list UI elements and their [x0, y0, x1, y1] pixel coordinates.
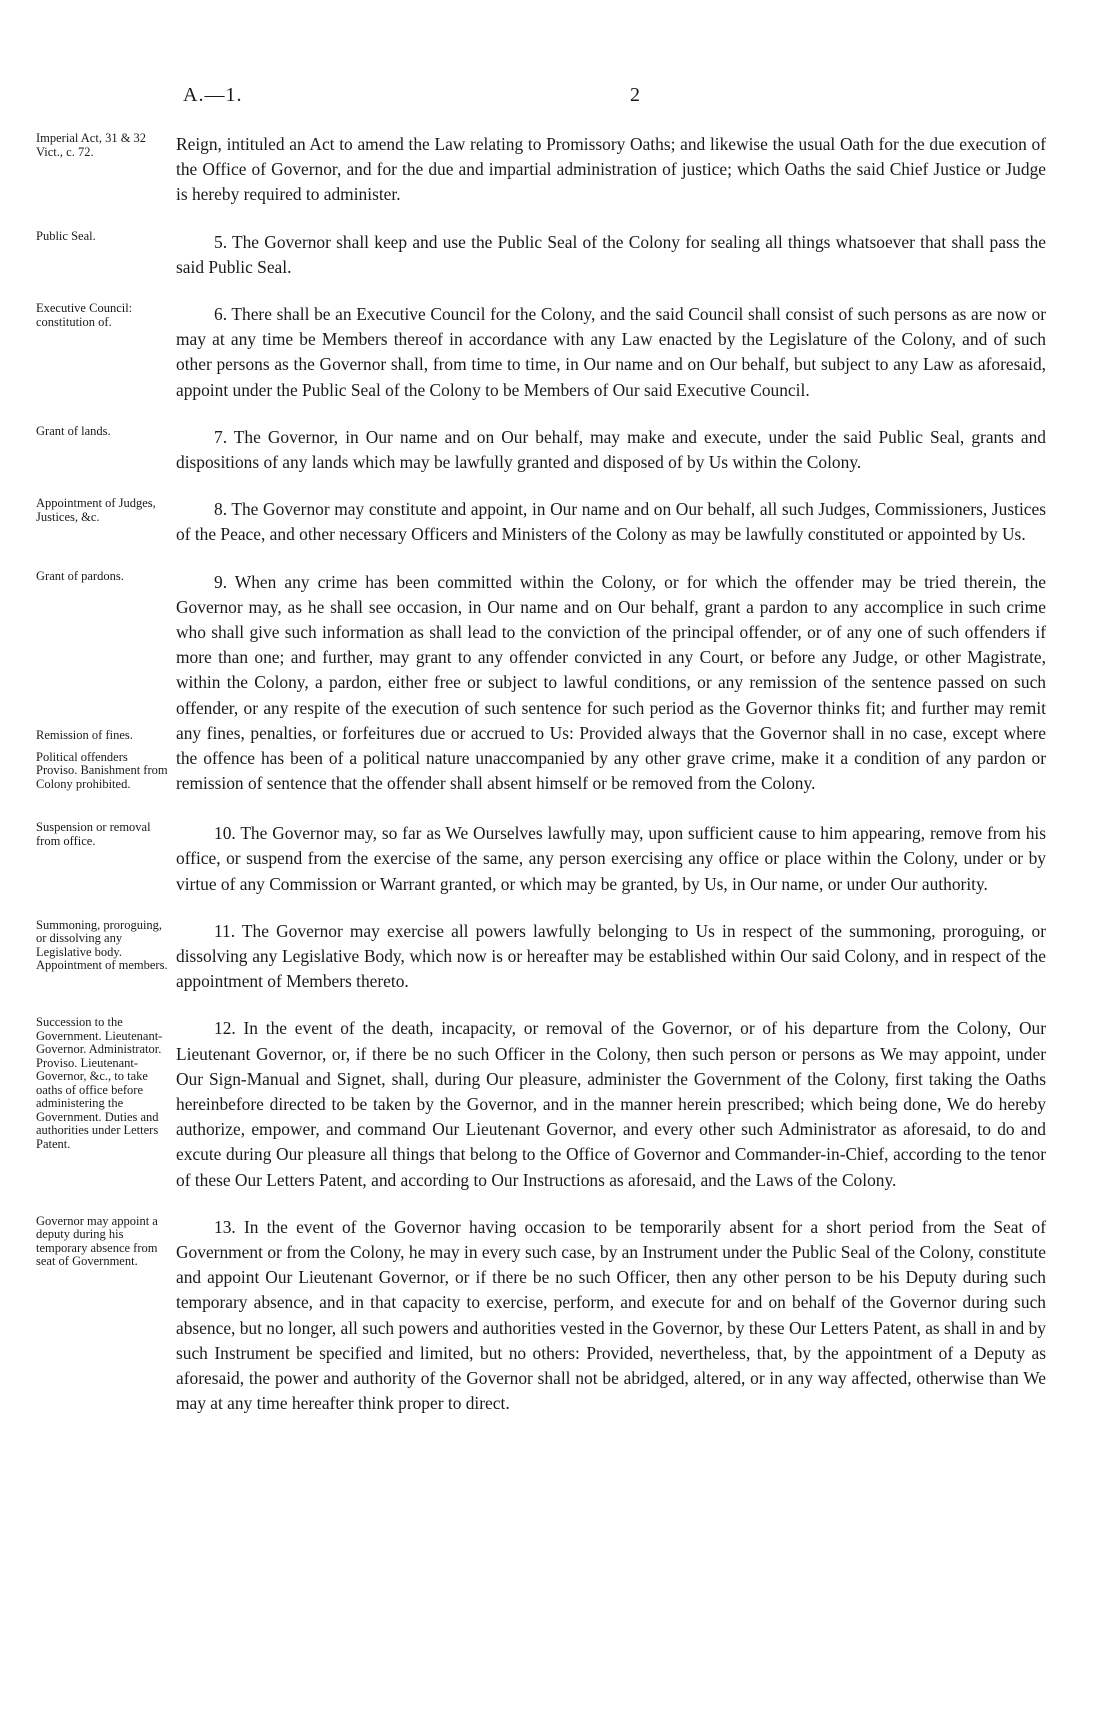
paragraph: 5. The Governor shall keep and use the Public Seal of the Colony for sealing all things whatsoever that shall pass the said Public Seal.: [176, 231, 1046, 277]
margin-note: [36, 132, 176, 208]
margin-note: [36, 302, 176, 403]
margin-note: [36, 1016, 176, 1192]
part-reference: A.—1.: [183, 84, 243, 106]
page-number: 2: [630, 84, 640, 106]
section-oaths-continued: [36, 132, 1046, 208]
paragraph: 12. In the event of the death, incapacity, or removal of the Governor, or of his departure from the Colony, Our Lieutenant Governor, or, if there be no such Officer in the Colony, then such person or persons as We may appoint, under Our Sign-Manual and Signet, shall, during Our pleasure, administer the Government of the Colony, first taking the Oaths hereinbefore directed to be taken by the Governor, and in the manner herein prescribed; which being done, We do hereby authorize, empower, and command Our Lieutenant Governor, and every other such Administrator as aforesaid, to do and excute during Our pleasure all things that belong to the Office of Governor and Commander-in-Chief, according to the tenor of these Our Letters Patent, and according to Our Instructions as aforesaid, and the Laws of the Colony.: [176, 1018, 1046, 1190]
section-text: [176, 302, 1046, 403]
section-text: [176, 425, 1046, 475]
margin-note-text: Appointment of Judges, Justices, &c.: [36, 496, 156, 524]
paragraph: 9. When any crime has been committed within the Colony, or for which the offender may be tried therein, the Governor may, as he shall see occasion, in Our name and on Our behalf, grant a pardon to any accomplice in such crime who shall give such information as shall lead to the conviction of the principal offender, or of any one of such offenders if more than one; and further, may grant to any offender convicted in any Court, or before any Judge, or other Magistrate, within the Colony, a pardon, either free or subject to lawful conditions, or any remission of the sentence passed on such offender, or any respite of the execution of such sentence for such period as the Governor thinks fit; and further may remit any fines, penalties, or forfeitures due or accrued to Us: Provided always that the Governor shall in no case, except where the offence has been of a political nature unaccompanied by any other grave crime, make it a condition of any pardon or remission of sentence that the offender shall absent himself or be removed from the Colony.: [176, 571, 1046, 794]
section-11-legislative-body: [36, 919, 1046, 995]
paragraph: Reign, intituled an Act to amend the Law relating to Promissory Oaths; and likewise the usual Oath for the due execution of the Office of Governor, and for the due and impartial administration of justice; which Oaths the said Chief Justice or Judge is hereby required to administer.: [176, 134, 1046, 205]
margin-note-text: Executive Council: constitution of.: [36, 301, 133, 329]
section-text: [176, 132, 1046, 208]
section-text: [176, 1016, 1046, 1192]
paragraph: 10. The Governor may, so far as We Ourselves lawfully may, upon sufficient cause to him appearing, remove from his office, or suspend from the exercise of the same, any person exercising any office or place within the Colony, under or by virtue of any Commission or Warrant granted, or which may be granted, by Us, in Our name, or under Our authority.: [176, 823, 1046, 894]
margin-note-text: Suspension or removal from office.: [36, 820, 151, 848]
margin-note: [36, 821, 176, 897]
margin-note-text: Succession to the Government. Lieutenant-Governor. Administrator. Proviso. Lieutenant-Governor, &c., to take oaths of office before administering the Government. Duties and authorities under Letters Patent.: [36, 1015, 163, 1151]
section-text: [176, 821, 1046, 897]
margin-note: [36, 497, 176, 547]
margin-note-text: Governor may appoint a deputy during his temporary absence from seat of Government.: [36, 1213, 158, 1269]
section-text: [176, 919, 1046, 995]
page-header: [0, 84, 1114, 114]
margin-note-text: Remission of fines.: [36, 728, 133, 743]
paragraph: 13. In the event of the Governor having occasion to be temporarily absent for a short period from the Seat of Government or from the Colony, he may in every such case, by an Instrument under the Public Seal of the Colony, constitute and appoint Our Lieutenant Governor, or if there be no such Officer, then any other person to be his Deputy during such temporary absence, and in that capacity to exercise, perform, and execute for and on behalf of the Governor during such absence, but no longer, all such powers and authorities vested in the Governor, by these Our Letters Patent, as shall in and by such Instrument be specified and limited, but no others: Provided, nevertheless, that, by the appointment of a Deputy as aforesaid, the power and authority of the Governor shall not be abridged, altered, or in any way affected, otherwise than We may at any time hereafter think proper to direct.: [176, 1216, 1046, 1414]
paragraph: 8. The Governor may constitute and appoint, in Our name and on Our behalf, all such Judges, Commissioners, Justices of the Peace, and other necessary Officers and Ministers of the Colony as may be lawfully constituted or appointed by Us.: [176, 499, 1046, 545]
section-13-deputy: [36, 1215, 1046, 1417]
margin-note: [36, 230, 176, 280]
section-6-executive-council: [36, 302, 1046, 403]
section-9-grant-of-pardons: [36, 570, 1046, 800]
section-text: [176, 570, 1046, 800]
section-7-grant-of-lands: [36, 425, 1046, 475]
paragraph: 7. The Governor, in Our name and on Our behalf, may make and execute, under the said Public Seal, grants and dispositions of any lands which may be lawfully granted and disposed of by Us within the Colony.: [176, 426, 1046, 473]
margin-note-text: Imperial Act, 31 & 32 Vict., c. 72.: [36, 131, 147, 159]
section-12-succession: [36, 1016, 1046, 1192]
section-5-public-seal: [36, 230, 1046, 280]
margin-note-text: Public Seal.: [36, 228, 96, 243]
section-10-suspension: [36, 821, 1046, 897]
paragraph: 11. The Governor may exercise all powers lawfully belonging to Us in respect of the summoning, proroguing, or dissolving any Legislative Body, which now is or hereafter may be established within Our said Colony, and in respect of the appointment of Members thereto.: [176, 920, 1046, 992]
margin-note-text: Political offenders Proviso. Banishment from Colony prohibited.: [36, 749, 168, 791]
document-body: [36, 132, 1046, 1438]
margin-note-text: Grant of lands.: [36, 423, 111, 438]
margin-note-text: Grant of pardons.: [36, 568, 124, 583]
margin-note: [36, 425, 176, 475]
section-text: [176, 497, 1046, 547]
margin-note-text: Summoning, proroguing, or dissolving any Legislative body. Appointment of members.: [36, 917, 168, 973]
section-text: [176, 230, 1046, 280]
margin-note: [36, 570, 176, 800]
margin-note: [36, 1215, 176, 1417]
margin-note: [36, 919, 176, 995]
section-8-appointment-of-judges: [36, 497, 1046, 547]
paragraph: 6. There shall be an Executive Council for the Colony, and the said Council shall consist of such persons as are now or may at any time be Members thereof in accordance with any Law enacted by the Legislature of the Colony, and of such other persons as the Governor shall, from time to time, in Our name and on Our behalf, but subject to any Law as aforesaid, appoint under the Public Seal of the Colony to be Members of Our said Executive Council.: [176, 304, 1046, 400]
section-text: [176, 1215, 1046, 1417]
